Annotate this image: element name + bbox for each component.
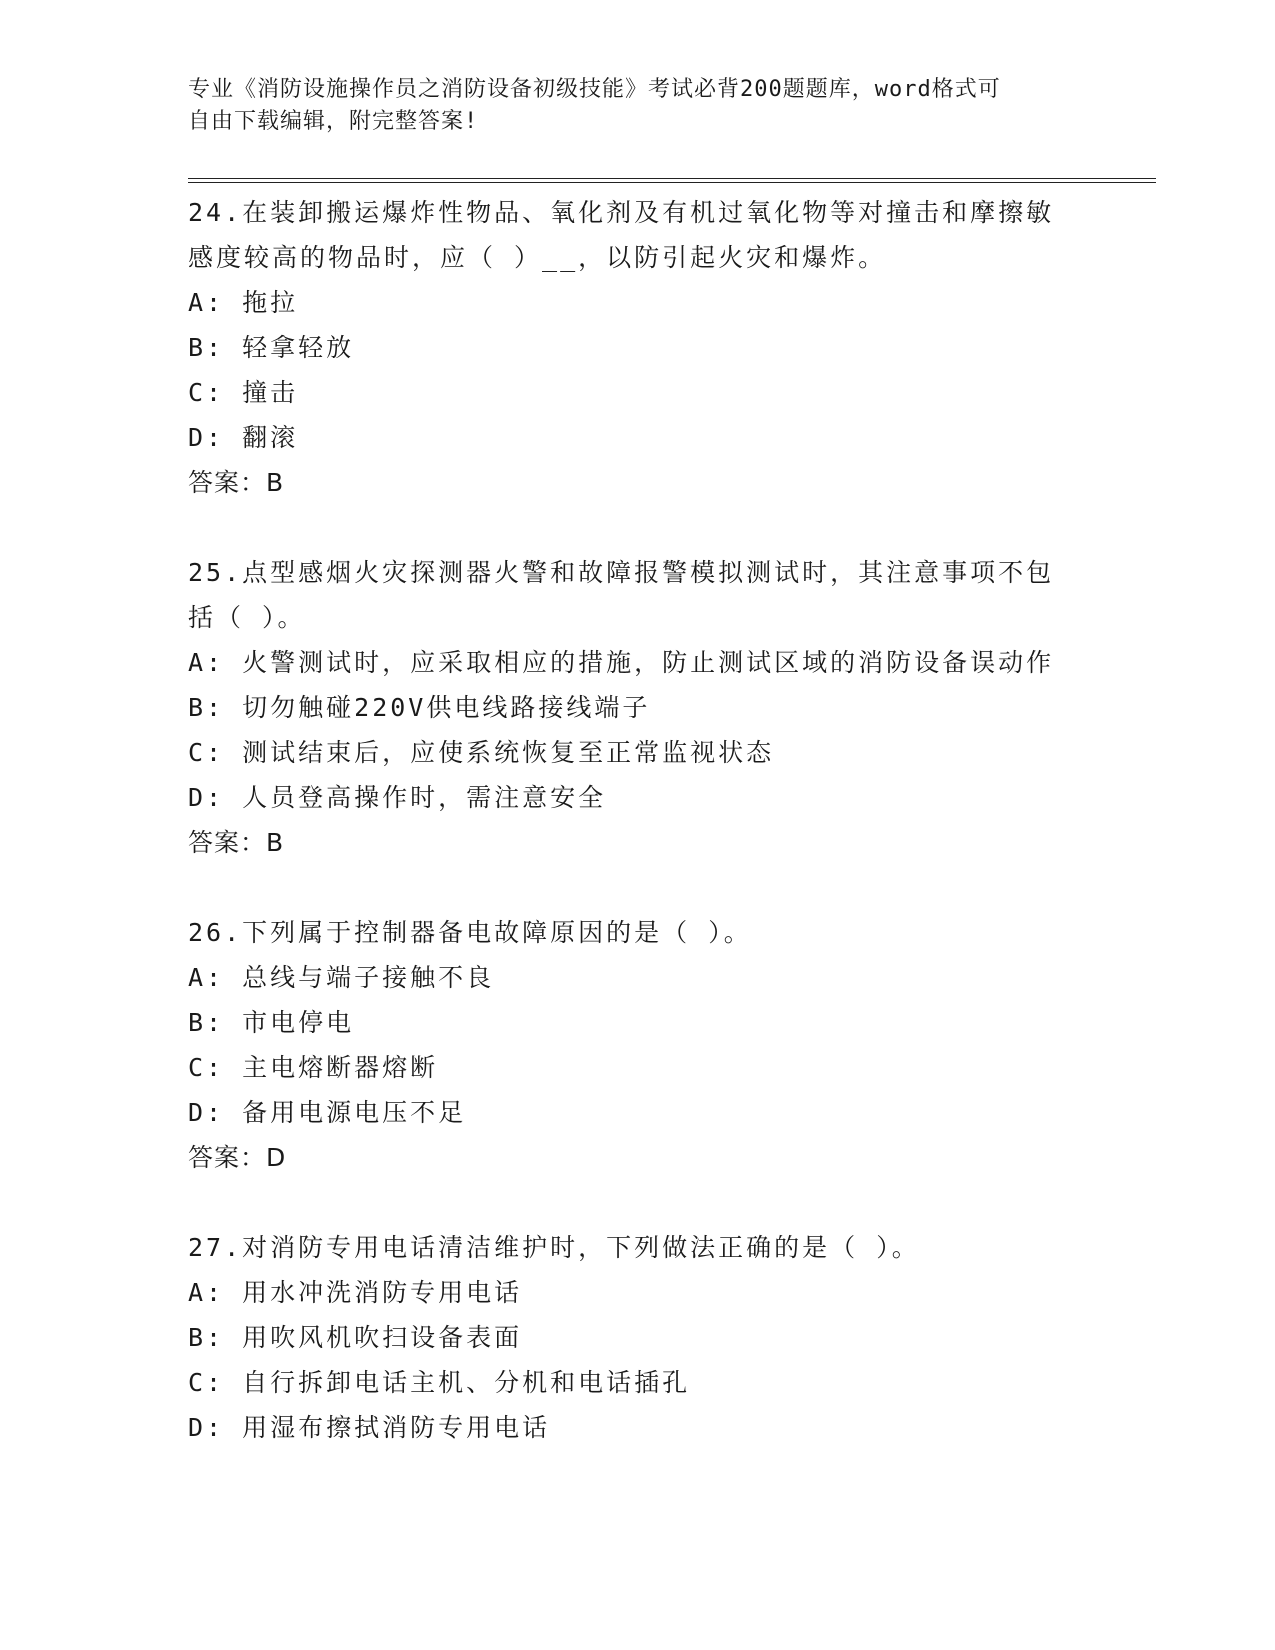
option-b: B: 切勿触碰220V供电线路接线端子 [188, 693, 651, 722]
option-d: D: 翻滚 [188, 423, 299, 452]
document-header [188, 74, 1088, 138]
answer: 答案：B [188, 828, 285, 857]
header-divider [188, 178, 1156, 183]
option-c: C: 主电熔断器熔断 [188, 1053, 439, 1082]
answer: 答案：D [188, 1143, 287, 1172]
option-d: D: 用湿布擦拭消防专用电话 [188, 1413, 551, 1442]
option-b: B: 轻拿轻放 [188, 333, 355, 362]
option-a: A: 火警测试时，应采取相应的措施，防止测试区域的消防设备误动作 [188, 648, 1055, 677]
option-a: A: 用水冲洗消防专用电话 [188, 1278, 523, 1307]
question-24 [188, 190, 1088, 505]
option-a: A: 总线与端子接触不良 [188, 963, 495, 992]
answer: 答案：B [188, 468, 285, 497]
option-b: B: 用吹风机吹扫设备表面 [188, 1323, 523, 1352]
question-stem: 24.在装卸搬运爆炸性物品、氧化剂及有机过氧化物等对撞击和摩擦敏 [188, 198, 1055, 227]
question-stem: 27.对消防专用电话清洁维护时，下列做法正确的是（ ）。 [188, 1233, 920, 1262]
option-d: D: 备用电源电压不足 [188, 1098, 467, 1127]
option-c: C: 撞击 [188, 378, 299, 407]
option-c: C: 测试结束后，应使系统恢复至正常监视状态 [188, 738, 775, 767]
question-26 [188, 910, 1088, 1180]
question-stem: 25.点型感烟火灾探测器火警和故障报警模拟测试时，其注意事项不包 [188, 558, 1055, 587]
question-stem-continued: 感度较高的物品时，应（ ）__，以防引起火灾和爆炸。 [188, 243, 887, 272]
option-b: B: 市电停电 [188, 1008, 355, 1037]
header-line-2: 自由下载编辑，附完整答案! [188, 109, 479, 134]
option-c: C: 自行拆卸电话主机、分机和电话插孔 [188, 1368, 691, 1397]
question-list [188, 190, 1088, 1495]
option-d: D: 人员登高操作时，需注意安全 [188, 783, 607, 812]
question-stem-continued: 括（ ）。 [188, 603, 306, 632]
question-25 [188, 550, 1088, 865]
question-stem: 26.下列属于控制器备电故障原因的是（ ）。 [188, 918, 752, 947]
header-line-1: 专业《消防设施操作员之消防设备初级技能》考试必背200题题库，word格式可 [188, 77, 1001, 102]
question-27 [188, 1225, 1088, 1450]
option-a: A: 拖拉 [188, 288, 299, 317]
